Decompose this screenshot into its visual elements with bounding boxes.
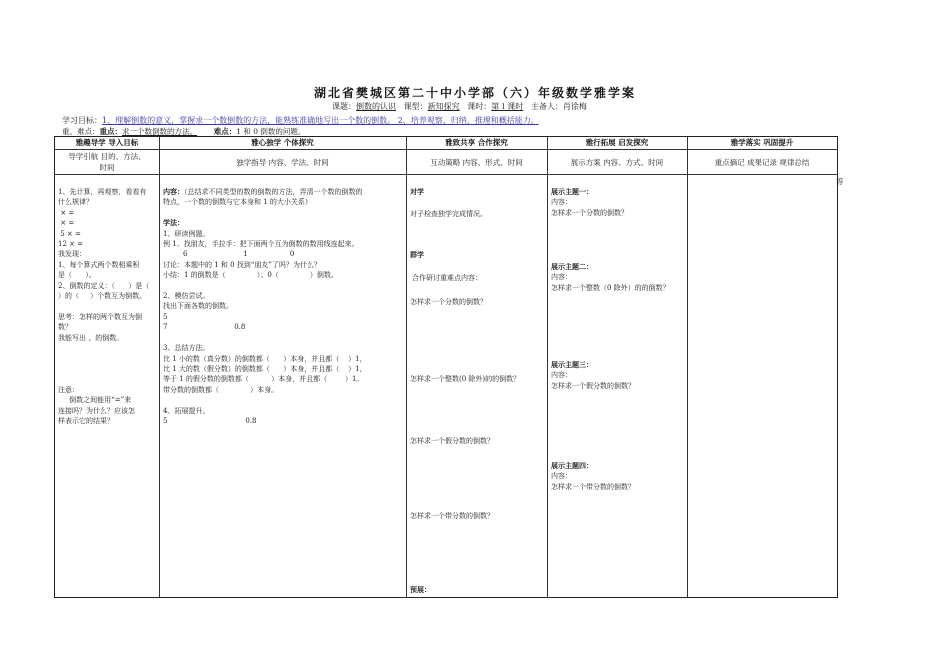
showcase-title: 展示主题二： bbox=[551, 263, 593, 271]
guide-column bbox=[58, 187, 158, 426]
study-line bbox=[163, 281, 403, 291]
qun-text: 合作研讨重难点内容： bbox=[412, 274, 482, 282]
showcase-question: 怎样求一个假分数的倒数？ bbox=[551, 381, 635, 390]
group-question: 怎样求一个假分数的倒数？ bbox=[410, 437, 494, 445]
header-col-3: 雅致共享 合作探究 bbox=[445, 138, 508, 147]
study-line bbox=[163, 333, 403, 343]
guide-line: 思考：怎样的两个数互为倒 bbox=[58, 312, 142, 321]
guide-line: 倒数之间能用“=”来 bbox=[58, 396, 132, 405]
guide-line bbox=[58, 354, 158, 364]
showcase-content-label: 内容： bbox=[551, 273, 572, 282]
preview-label: 预展： bbox=[410, 586, 431, 594]
qun-label: 群学 bbox=[410, 251, 424, 259]
difficult-text: 1 和 0 倒数的问题。 bbox=[236, 127, 306, 136]
study-line: 4、拓展提升。 bbox=[163, 406, 210, 415]
guide-line: × = bbox=[58, 219, 75, 228]
guide-line: 什么规律？ bbox=[58, 198, 93, 207]
group-question: 怎样求一个整数(0 除外)的的倒数？ bbox=[410, 375, 521, 383]
study-line: 比 1 小的数（真分数）的倒数都（ ）本身，并且都（ ）1， bbox=[163, 354, 367, 363]
study-line: 等于 1 的假分数的倒数都（ ）本身，并且都（ ）1。 bbox=[163, 375, 364, 384]
objectives-label: 学习目标： bbox=[62, 116, 102, 125]
method-label: 学法： bbox=[163, 219, 184, 228]
guide-line: 1、每个算式两个数相乘积 bbox=[58, 260, 140, 269]
showcase-question: 怎样求一个整数（0 除外）的的倒数？ bbox=[551, 283, 670, 292]
showcase-content-label: 内容： bbox=[551, 371, 572, 380]
column-divider bbox=[687, 137, 688, 597]
showcase-topic bbox=[551, 461, 684, 492]
guide-line: 注意： bbox=[58, 385, 79, 394]
study-line: 6 1 0 bbox=[163, 250, 295, 259]
study-line: 找出下面各数的倒数。 bbox=[163, 302, 233, 311]
header-col-2: 雅心独学 个体探究 bbox=[251, 138, 314, 147]
study-line: 1、研读例题。 bbox=[163, 229, 210, 238]
guide-line bbox=[58, 301, 158, 311]
type-value: 新知探究 bbox=[427, 102, 460, 111]
study-line: 7 0.8 bbox=[163, 323, 246, 332]
content-text-cont: 特点，一个数的倒数与它本身和 1 的大小关系） bbox=[163, 198, 312, 207]
content-text: （总结求不同类型的数的倒数的方法，弄清一个数的倒数的 bbox=[184, 188, 363, 196]
topic-label: 课题： bbox=[332, 102, 356, 111]
self-study-column bbox=[163, 187, 403, 426]
dui-text: 对子检查独学完成情况。 bbox=[410, 210, 487, 218]
guide-line bbox=[58, 343, 158, 353]
guide-line: 连接吗？为什么？应该怎 bbox=[58, 406, 135, 415]
showcase-title: 展示主题一： bbox=[551, 188, 593, 196]
showcase-content-label: 内容： bbox=[551, 198, 572, 207]
guide-line: 样表示它的结果？ bbox=[58, 416, 114, 425]
study-line: 比 1 大的数（假分数）的倒数都（ ）本身，并且都（ ）1， bbox=[163, 364, 367, 373]
document-title: 湖北省樊城区第二十中小学部（六）年级数学雅学案 bbox=[313, 86, 636, 100]
subheader-col-4: 展示方案 内容、方式、时间 bbox=[570, 157, 664, 167]
study-line: 3、总结方法。 bbox=[163, 344, 210, 353]
header-col-4: 雅行拓展 启发探究 bbox=[585, 138, 649, 147]
content-label: 内容： bbox=[163, 188, 184, 196]
study-line: 例 1、找朋友，手拉手：把下面两个互为倒数的数用线连起来。 bbox=[163, 240, 359, 249]
key-text: 求一个数倒数的方法。 bbox=[122, 127, 197, 136]
study-line: 小结：1 的倒数是（ ）；0（ ）倒数。 bbox=[163, 271, 338, 280]
showcase-title: 展示主题四： bbox=[551, 462, 593, 470]
objectives-text: 1、理解倒数的意义，掌握求一个数倒数的方法，能熟练准确地写出一个数的倒数。 2、培养观察、归纳、推理和概括能力。 bbox=[102, 116, 539, 125]
guide-line: 1、先计算，再观察，看看有 bbox=[58, 188, 147, 196]
showcase-question: 怎样求一个分数的倒数？ bbox=[551, 208, 628, 217]
subheader-col-5: 重点摘记 成果记录 规律总结 bbox=[714, 157, 810, 167]
showcase-topic bbox=[551, 360, 684, 391]
study-line: 5 bbox=[163, 312, 168, 321]
showcase-topic bbox=[551, 262, 684, 293]
guide-line: 数？ bbox=[58, 323, 72, 332]
dui-label: 对学 bbox=[410, 188, 424, 196]
study-line bbox=[163, 395, 403, 405]
showcase-topic bbox=[551, 187, 684, 218]
column-divider bbox=[406, 137, 407, 597]
learning-objectives bbox=[62, 115, 539, 126]
guide-line: 12 × = bbox=[58, 240, 84, 249]
period-label: 课时： bbox=[467, 102, 492, 111]
key-difficult-label: 重、难点： bbox=[62, 127, 100, 136]
showcase-content-label: 内容： bbox=[551, 472, 572, 481]
study-line: 带分数的倒数都（ ）本身。 bbox=[163, 385, 279, 394]
type-label: 课型： bbox=[403, 102, 428, 111]
group-question: 怎样求一个带分数的倒数？ bbox=[410, 512, 494, 520]
guide-line: 我能写出 、的倒数。 bbox=[58, 333, 124, 342]
guide-line: 是（ ）。 bbox=[58, 271, 96, 280]
showcase-question: 怎样求一个带分数的倒数？ bbox=[551, 482, 635, 491]
guide-line: × = bbox=[58, 208, 75, 217]
study-line: 2、模仿尝试。 bbox=[163, 292, 210, 301]
key-label: 重点： bbox=[99, 127, 122, 136]
preparer-value: 肖徐梅 bbox=[562, 102, 587, 111]
topic-value: 倒数的认识 bbox=[356, 102, 396, 111]
header-col-1: 雅趣导学 导入目标 bbox=[75, 138, 139, 147]
subheader-col-1: 导学引航 目的、方法、 时间 bbox=[68, 152, 146, 172]
lesson-info bbox=[332, 101, 587, 112]
period-value: 第１课时 bbox=[491, 102, 524, 111]
study-line: 讨论：本题中的 1 和 0 找到“朋友”了吗？为什么？ bbox=[163, 260, 321, 269]
preparer-label: 主备人： bbox=[530, 102, 563, 111]
study-line: 5 0.8 bbox=[163, 416, 257, 425]
guide-line: 我发现： bbox=[58, 250, 86, 259]
subheader-col-3: 互动策略 内容、形式、时间 bbox=[430, 157, 523, 167]
row-divider bbox=[55, 174, 837, 175]
guide-line bbox=[58, 374, 158, 384]
column-divider bbox=[547, 137, 548, 597]
guide-line: 5 × = bbox=[58, 229, 81, 238]
guide-line: 2、倒数的定义：（ ）是（ bbox=[58, 281, 150, 290]
group-question: 怎样求一个分数的倒数？ bbox=[410, 298, 487, 306]
guide-line: ）的（ ）个数互为倒数。 bbox=[58, 292, 147, 301]
header-col-5: 雅学落实 巩固提升 bbox=[730, 138, 794, 147]
subheader-col-2: 独学指导 内容、学法、时间 bbox=[236, 157, 329, 167]
margin-character: 等 bbox=[836, 177, 844, 186]
difficult-label: 难点： bbox=[213, 127, 237, 136]
column-divider bbox=[159, 137, 160, 597]
showcase-title: 展示主题三： bbox=[551, 361, 593, 369]
guide-line bbox=[58, 364, 158, 374]
